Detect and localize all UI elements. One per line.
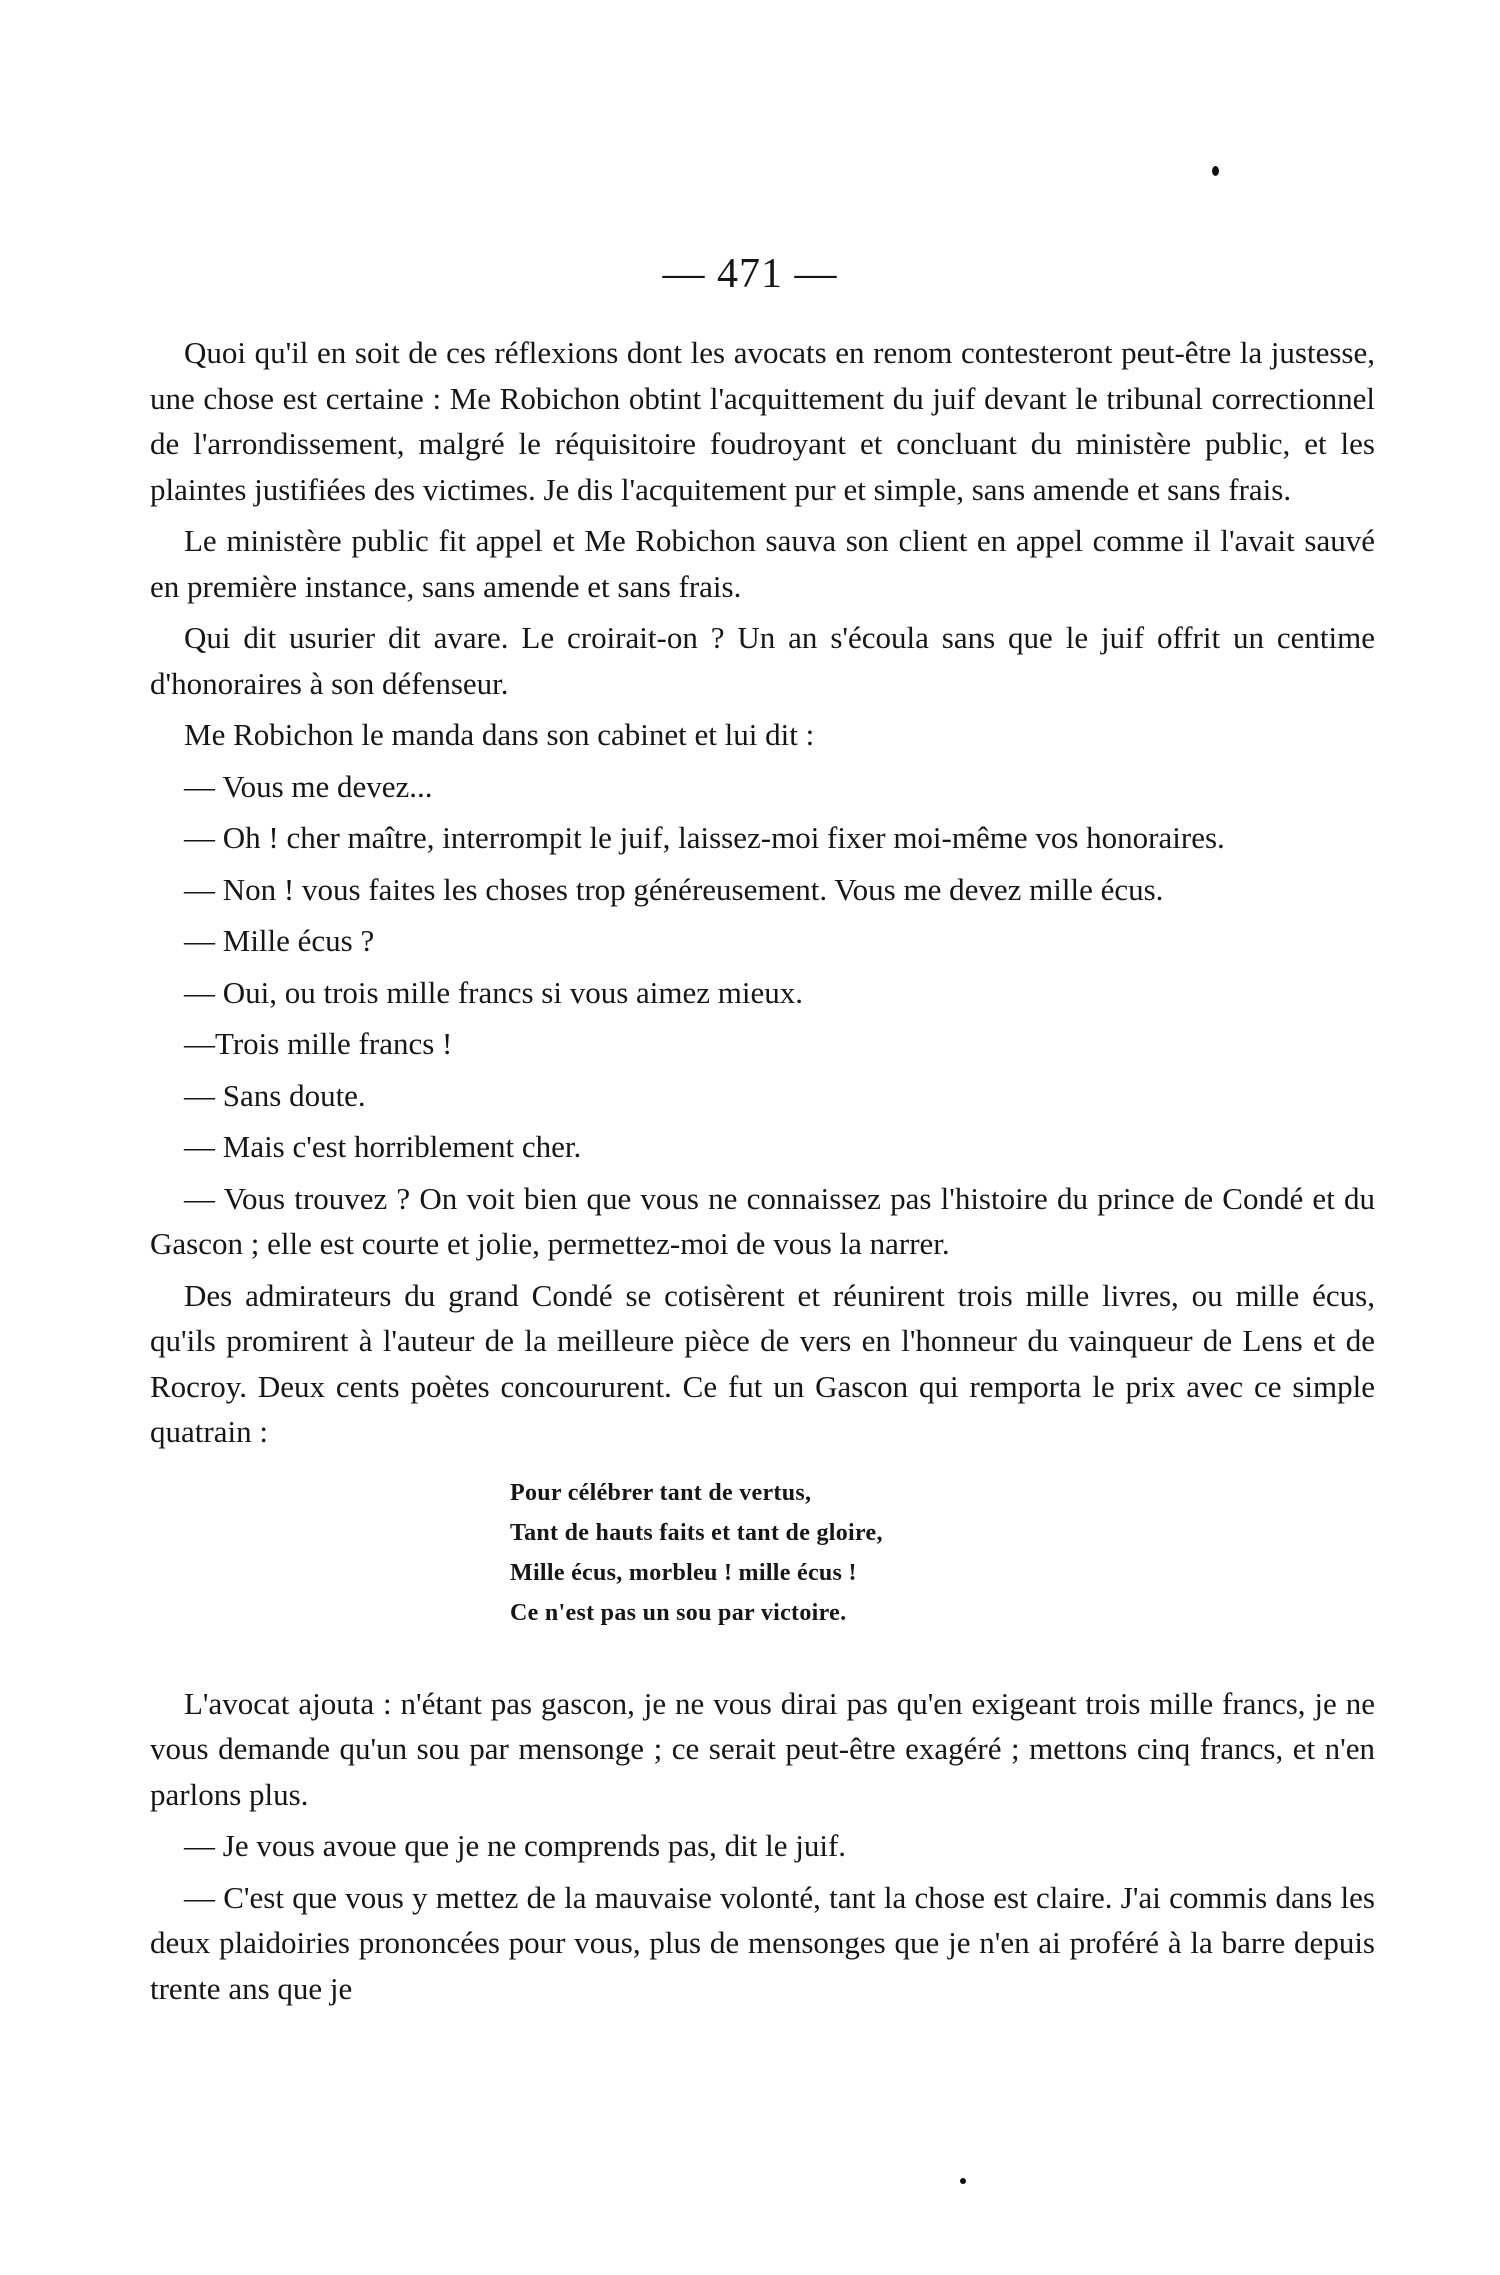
verse-line: Tant de hauts faits et tant de gloire, bbox=[510, 1519, 883, 1546]
verse-line: Ce n'est pas un sou par victoire. bbox=[510, 1599, 847, 1626]
dialogue-line: — Non ! vous faites les choses trop généreusement. Vous me devez mille écus. bbox=[184, 871, 1164, 907]
verse-line: Mille écus, morbleu ! mille écus ! bbox=[510, 1559, 857, 1586]
dialogue-line: — Vous trouvez ? On voit bien que vous ne connaissez pas l'histoire du prince de Condé et du Gascon ; elle est courte et jolie, permettez-moi de vous la narrer. bbox=[150, 1180, 1375, 1261]
dialogue-line: — Vous me devez... bbox=[184, 768, 433, 804]
dialogue-line: — Mille écus ? bbox=[184, 923, 375, 958]
scan-speck bbox=[960, 2178, 966, 2184]
dialogue-line: — Mais c'est horriblement cher. bbox=[184, 1129, 582, 1164]
dialogue-line: — Oh ! cher maître, interrompit le juif, laissez-moi fixer moi-même vos honoraires. bbox=[184, 820, 1225, 855]
paragraph: Me Robichon le manda dans son cabinet et lui dit : bbox=[184, 717, 815, 752]
verse-line: Pour célébrer tant de vertus, bbox=[510, 1479, 812, 1506]
scan-speck bbox=[1212, 166, 1219, 176]
dialogue-line: — Sans doute. bbox=[184, 1077, 366, 1113]
dialogue-line: — Oui, ou trois mille francs si vous aimez mieux. bbox=[184, 974, 804, 1010]
dialogue-line: — Je vous avoue que je ne comprends pas, dit le juif. bbox=[184, 1828, 847, 1863]
page-number: — 471 — bbox=[662, 251, 838, 297]
dialogue-line: —Trois mille francs ! bbox=[184, 1026, 453, 1061]
paragraph: Quoi qu'il en soit de ces réflexions dont les avocats en renom contesteront peut-être la justesse, une chose est certaine : Me Robichon obtint l'acquittement du juif devant le tribunal correctionnel de l'arrondissement, malgré le réquisitoire foudroyant et concluant du ministère public, et les plaintes justifiées des victimes. Je dis l'acquitement pur et simple, sans amende et sans frais. bbox=[150, 335, 1375, 507]
paragraph: Des admirateurs du grand Condé se cotisèrent et réunirent trois mille livres, ou mille écus, qu'ils promirent à l'auteur de la meilleure pièce de vers en l'honneur du vainqueur de Lens et de Rocroy. Deux cents poètes concoururent. Ce fut un Gascon qui remporta le prix avec ce simple quatrain : bbox=[150, 1277, 1375, 1449]
dialogue-line: — C'est que vous y mettez de la mauvaise volonté, tant la chose est claire. J'ai commis dans les deux plaidoiries prononcées pour vous, plus de mensonges que je n'en ai proféré à la barre depuis trente ans que je bbox=[150, 1879, 1375, 2006]
paragraph: Le ministère public fit appel et Me Robichon sauva son client en appel comme il l'avait sauvé en première instance, sans amende et sans frais. bbox=[150, 523, 1375, 604]
paragraph: L'avocat ajouta : n'étant pas gascon, je ne vous dirai pas qu'en exigeant trois mille francs, je ne vous demande qu'un sou par mensonge ; ce serait peut-être exagéré ; mettons cinq francs, et n'en parlons plus. bbox=[150, 1685, 1375, 1812]
paragraph: Qui dit usurier dit avare. Le croirait-on ? Un an s'écoula sans que le juif offrit un centime d'honoraires à son défenseur. bbox=[150, 620, 1375, 701]
body-text bbox=[150, 330, 1375, 2011]
quatrain bbox=[510, 1473, 1375, 1633]
